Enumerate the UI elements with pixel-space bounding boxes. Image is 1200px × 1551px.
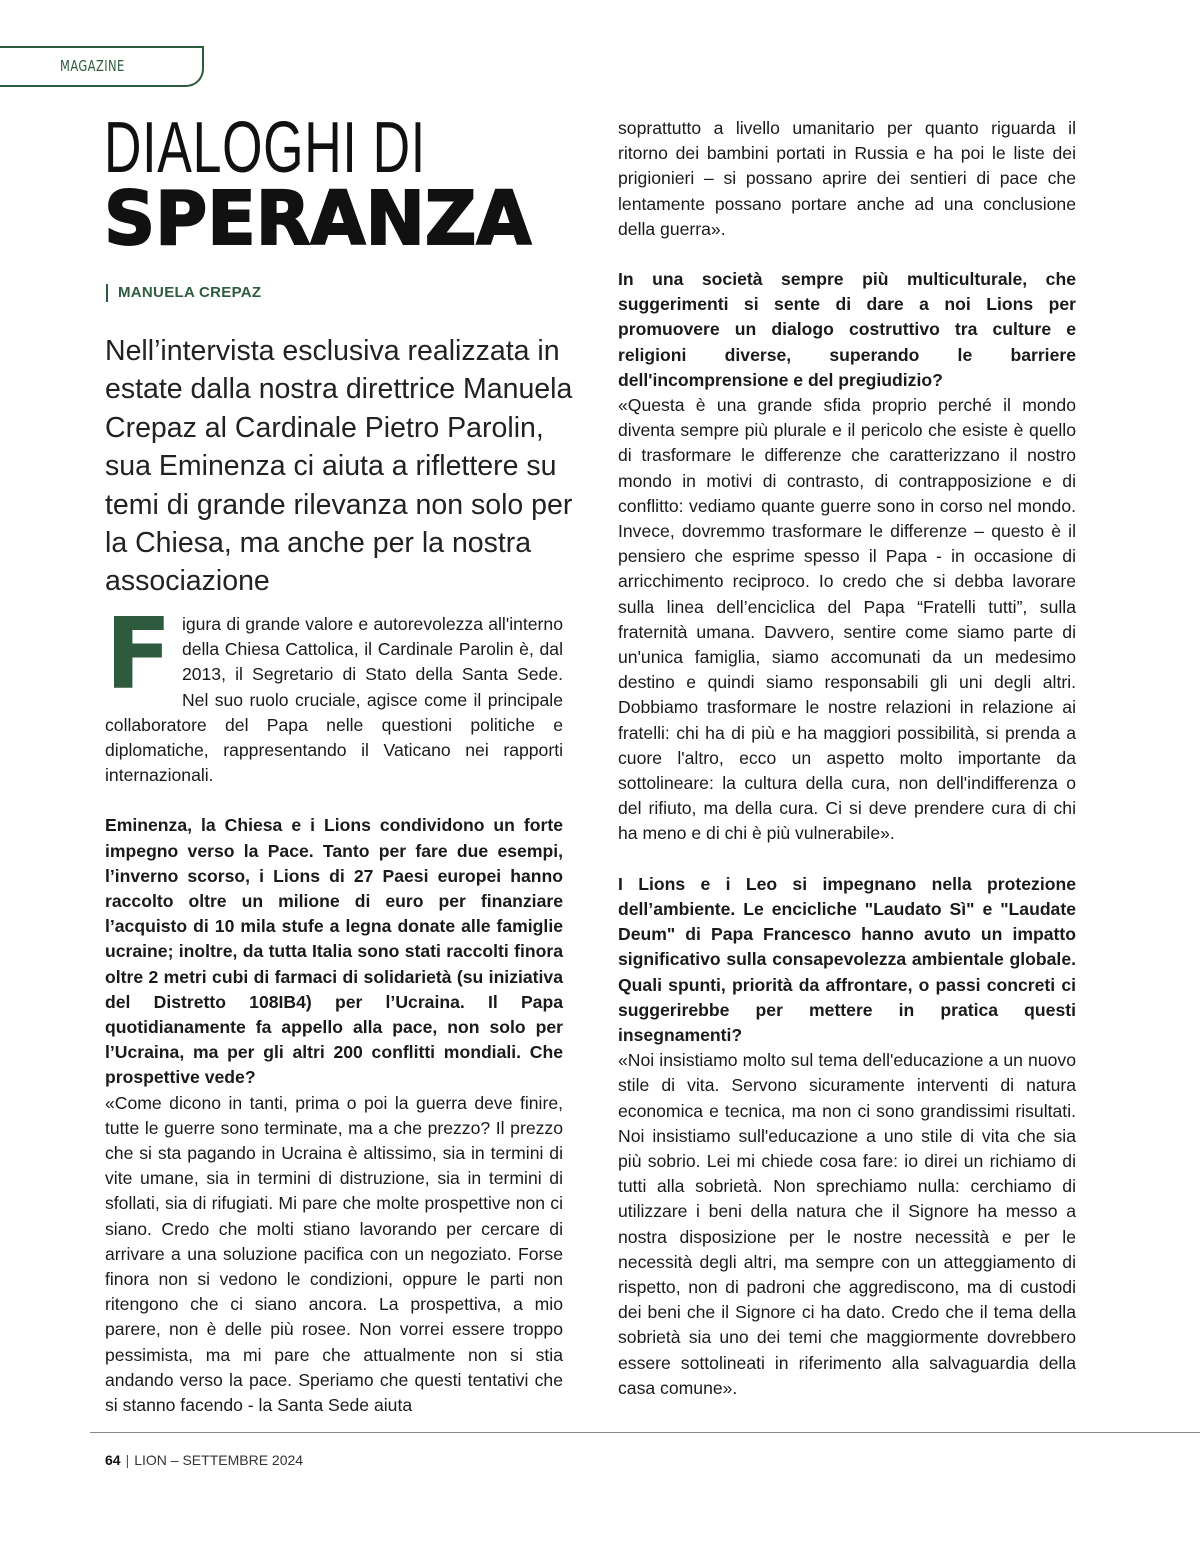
- answer-2: «Questa è una grande sfida proprio perché il mondo diventa sempre più plurale e il pericolo che esiste è quello di trasformare le differenze che caratterizzano il nostro mondo in motivi di contrasto, di contrapposizione e di conflitto: vediamo quante guerre sono in corso nel mondo. Invece, dovremmo trasformare le differenze – questo è il pensiero che esprime spesso il Papa - in occasione di arricchimento reciproco. Io credo che si debba lavorare sulla linea dell’enciclica del Papa “Fratelli tutti”, sulla fraternità umana. Davvero, sentire come siamo parte di un'unica famiglia, siamo accomunati da un medesimo destino e quindi siamo responsabili gli uni degli altri. Dobbiamo trasformare le nostre relazioni in relazione ai fratelli: chi ha di più e ha maggiori possibilità, si prenda a cuore l'altro, ecco un aspetto molto importante da sottolineare: la cultura della cura, non dell'indifferenza o del rifiuto, ma della cura. Ci si deve prendere cura di chi ha meno e di chi è più vulnerabile».: [618, 395, 1076, 844]
- footer-rule: [90, 1432, 1200, 1433]
- intro-text: igura di grande valore e autorevolezza all'interno della Chiesa Cattolica, il Cardinale Parolin è, dal 2013, il Segretario di Stato della Santa Sede. Nel suo ruolo cruciale, agisce come il principale collaboratore del Papa nelle questioni politiche e diplomatiche, rappresentando il Vaticano nei rapporti internazionali.: [105, 614, 563, 786]
- article-column-left: [105, 598, 563, 1418]
- answer-3: «Noi insistiamo molto sul tema dell'educazione a un nuovo stile di vita. Servono sicuramente interventi di natura economica e tecnica, ma non ci sono grandissimi risultati. Noi insistiamo sull'educazione a uno stile di vita che sia più sobrio. Lei mi chiede cosa fare: io direi un richiamo di tutti alla sobrietà. Non sprechiamo nulla: cerchiamo di utilizzare i beni della natura che il Signore ha messo a nostra disposizione per le nostre necessità e per le necessità degli altri, ma sempre con un atteggiamento di rispetto, non di padroni che aggrediscono, ma di custodi dei beni che il Signore ci ha dato. Credo che il tema della sobrietà sia uno dei temi che maggiormente dovrebbero essere sottolineati in riferimento alla salvaguardia della casa comune».: [618, 1050, 1076, 1398]
- footer-separator: |: [125, 1452, 130, 1468]
- article-column-right: [618, 116, 1076, 1401]
- intro-paragraph: [105, 598, 563, 788]
- author-byline: MANUELA CREPAZ: [118, 284, 262, 301]
- question-2: In una società sempre più multiculturale, che suggerimenti si sente di dare a noi Lions per promuovere un dialogo costruttivo tra culture e religioni diverse, superando le barriere dell'incomprensione e del pregiudizio?: [618, 269, 1076, 390]
- author-divider: [106, 284, 108, 302]
- headline-line-2: SPERANZA: [104, 176, 532, 262]
- page-number: 64: [105, 1452, 121, 1468]
- page-footer: [105, 1452, 303, 1468]
- section-tab-label: MAGAZINE: [60, 57, 125, 75]
- headline-line-1: DIALOGHI DI: [104, 108, 426, 188]
- question-1: Eminenza, la Chiesa e i Lions condividono un forte impegno verso la Pace. Tanto per fare due esempi, l’inverno scorso, i Lions di 27 Paesi europei hanno raccolto oltre un milione di euro per finanziare l’acquisto di 10 mila stufe a legna donate alle famiglie ucraine; inoltre, da tutta Italia sono stati raccolti finora oltre 2 metri cubi di farmaci di solidarietà (su iniziativa del Distretto 108IB4) per l’Ucraina. Il Papa quotidianamente fa appello alla pace, non solo per l’Ucraina, ma per gli altri 200 conflitti mondiali. Che prospettive vede?: [105, 815, 563, 1088]
- question-3: I Lions e i Leo si impegnano nella protezione dell’ambiente. Le encicliche "Laudato Sì" e "Laudate Deum" di Papa Francesco hanno avuto un impatto significativo sulla consapevolezza ambientale globale. Quali spunti, priorità da affrontare, o passi concreti ci suggerirebbe per mettere in pratica questi insegnamenti?: [618, 873, 1076, 1045]
- answer-1-part-2: soprattutto a livello umanitario per quanto riguarda il ritorno dei bambini portati in Russia e ha poi le liste dei prigionieri – si possano aprire dei sentieri di pace che lentamente possano portare anche ad una conclusione della guerra».: [618, 118, 1076, 239]
- lead-paragraph: Nell’intervista esclusiva realizzata in estate dalla nostra direttrice Manuela Crepaz al Cardinale Pietro Parolin, sua Eminenza ci aiuta a riflettere su temi di grande rilevanza non solo per la Chiesa, ma anche per la nostra associazione: [105, 335, 573, 598]
- publication-info: LION – SETTEMBRE 2024: [134, 1452, 304, 1468]
- answer-1-part-1: «Come dicono in tanti, prima o poi la guerra deve finire, tutte le guerre sono terminate, ma a che prezzo? Il prezzo che si sta pagando in Ucraina è altissimo, sia in termini di vite umane, sia in termini di distruzione, sia in termini di sfollati, sia di rifugiati. Mi pare che molte prospettive non ci siano. Credo che molti stiano lavorando per cercare di arrivare a una soluzione pacifica con un negoziato. Forse finora non si vedono le condizioni, oppure le parti non ritengono che ci siano ancora. La prospettiva, a mio parere, non è delle più rosee. Non vorrei essere troppo pessimista, ma mi pare che attualmente non si stia andando verso la pace. Speriamo che questi tentativi che si stanno facendo - la Santa Sede aiuta: [105, 1092, 563, 1416]
- drop-cap: F: [105, 598, 172, 712]
